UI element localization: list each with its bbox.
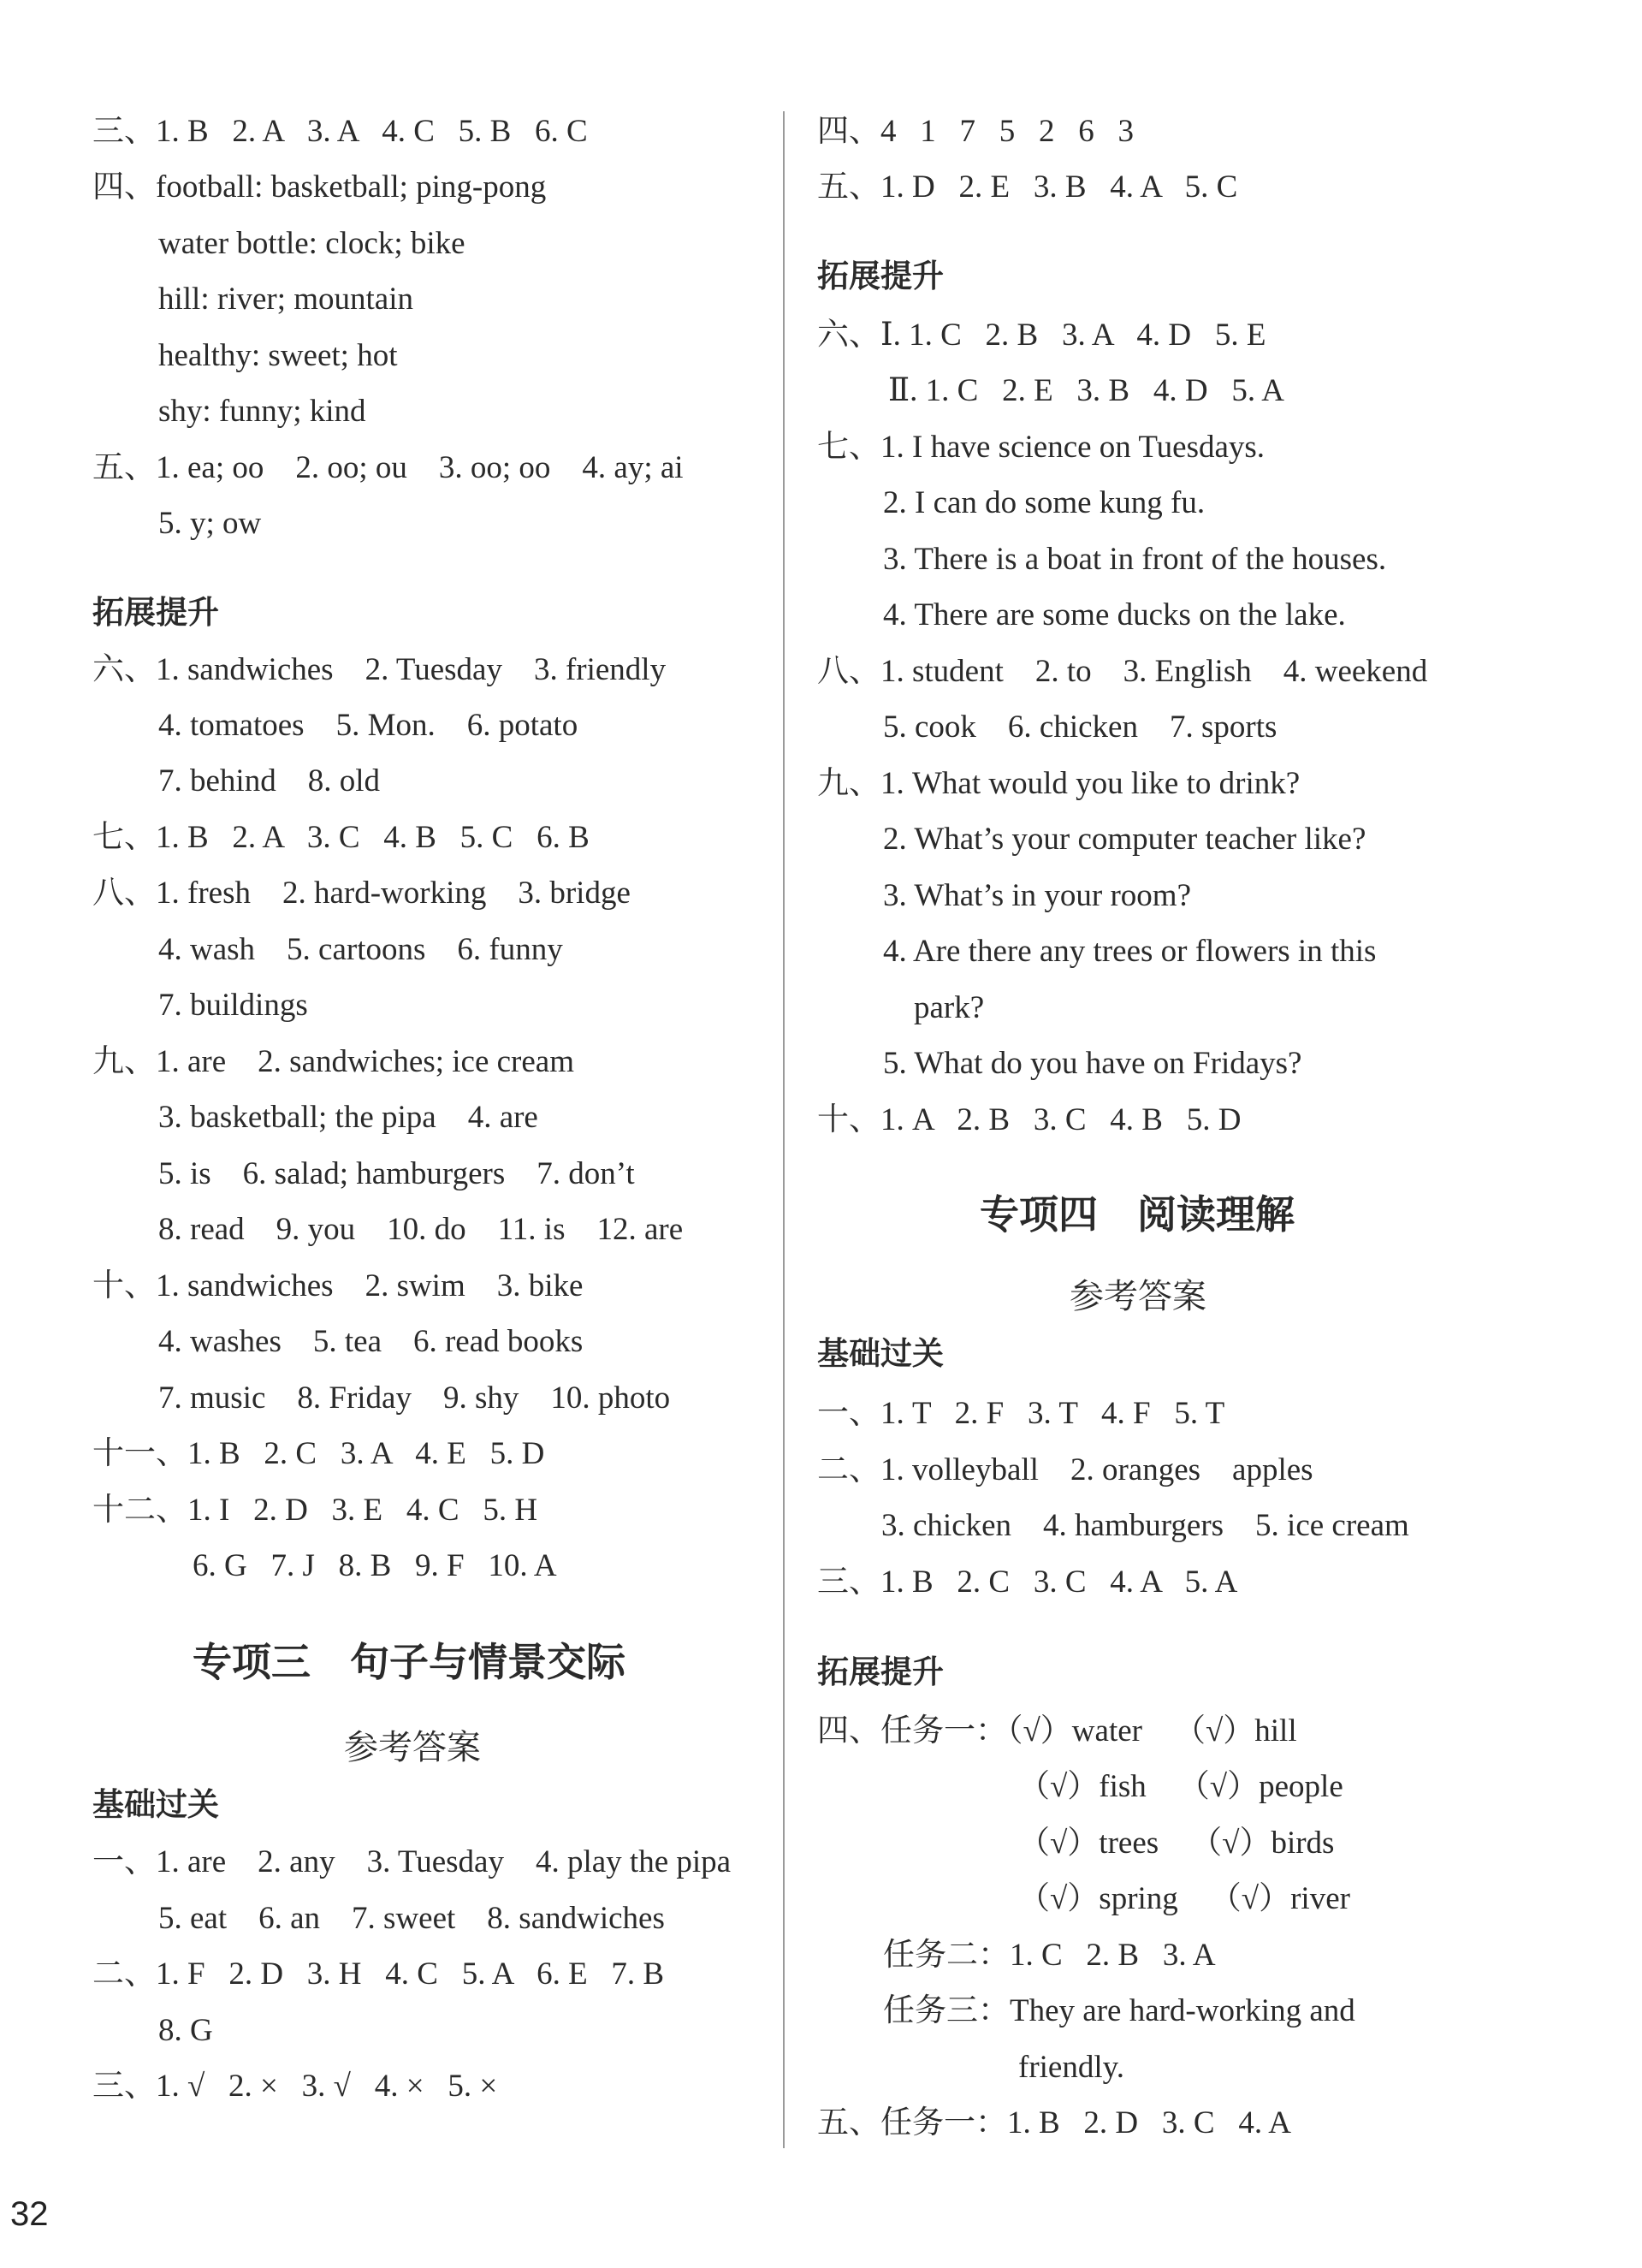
answer-line: hill: river; mountain: [158, 282, 414, 317]
answer-line: 2. What’s your computer teacher like?: [883, 822, 1366, 857]
answer-line: water bottle: clock; bike: [158, 226, 465, 261]
answer-line: 九、1. What would you like to drink?: [817, 766, 1301, 801]
answer-line: 三、1. B 2. A 3. A 4. C 5. B 6. C: [92, 114, 588, 149]
answer-line: 4. Are there any trees or flowers in this: [883, 934, 1377, 969]
answer-line: 一、1. are 2. any 3. Tuesday 4. play the pipa: [92, 1844, 732, 1879]
answer-line: 4. tomatoes 5. Mon. 6. potato: [158, 708, 578, 743]
answer-line: （√）trees （√）birds: [1018, 1826, 1335, 1861]
answer-line: 三、1. √ 2. × 3. √ 4. × 5. ×: [92, 2069, 498, 2104]
answer-line: 六、Ⅰ. 1. C 2. B 3. A 4. D 5. E: [817, 318, 1266, 353]
answer-line: 3. basketball; the pipa 4. are: [158, 1100, 538, 1135]
answer-line: 八、1. fresh 2. hard-working 3. bridge: [92, 876, 631, 911]
answer-line: 二、1. F 2. D 3. H 4. C 5. A 6. E 7. B: [92, 1956, 665, 1992]
answer-line: 7. behind 8. old: [158, 763, 380, 799]
answer-line: park?: [914, 990, 985, 1025]
answer-line: 3. chicken 4. hamburgers 5. ice cream: [881, 1508, 1409, 1543]
heading-basic: 基础过关: [92, 1788, 219, 1823]
answer-line: 3. There is a boat in front of the houses.: [883, 542, 1387, 577]
answer-line: 五、任务一：1. B 2. D 3. C 4. A: [817, 2105, 1292, 2140]
answer-line: （√）spring （√）river: [1018, 1881, 1350, 1916]
answer-line: 四、4 1 7 5 2 6 3: [817, 114, 1134, 149]
answer-line: 二、1. volleyball 2. oranges apples: [817, 1452, 1313, 1487]
answer-line: 5. eat 6. an 7. sweet 8. sandwiches: [158, 1901, 665, 1936]
answer-line: shy: funny; kind: [158, 394, 366, 429]
answer-line: 十一、1. B 2. C 3. A 4. E 5. D: [92, 1436, 545, 1471]
answer-line: （√）fish （√）people: [1018, 1769, 1343, 1804]
heading-extension: 拓展提升: [817, 1655, 944, 1690]
answer-line: 3. What’s in your room?: [883, 878, 1192, 913]
heading-basic: 基础过关: [817, 1337, 944, 1372]
answer-line: 4. wash 5. cartoons 6. funny: [158, 932, 563, 967]
section-subtitle: 参考答案: [1070, 1277, 1206, 1315]
heading-extension: 拓展提升: [817, 259, 944, 294]
answer-line: 四、任务一：（√）water （√）hill: [817, 1713, 1297, 1748]
answer-line: 任务二：1. C 2. B 3. A: [883, 1938, 1216, 1973]
answer-line: 5. What do you have on Fridays?: [883, 1046, 1302, 1081]
answer-line: 4. washes 5. tea 6. read books: [158, 1324, 584, 1359]
answer-line: 六、1. sandwiches 2. Tuesday 3. friendly: [92, 652, 667, 687]
answer-line: 五、1. D 2. E 3. B 4. A 5. C: [817, 169, 1238, 205]
answer-line: 七、1. I have science on Tuesdays.: [817, 430, 1266, 465]
answer-line: 九、1. are 2. sandwiches; ice cream: [92, 1044, 575, 1079]
page-number: 32: [10, 2195, 49, 2233]
answer-line: 5. cook 6. chicken 7. sports: [883, 709, 1277, 745]
answer-line: 5. is 6. salad; hamburgers 7. don’t: [158, 1156, 635, 1191]
answer-line: 八、1. student 2. to 3. English 4. weekend: [817, 654, 1428, 689]
answer-line: 一、1. T 2. F 3. T 4. F 5. T: [817, 1396, 1225, 1431]
answer-line: 任务三：They are hard-working and: [883, 1993, 1355, 2028]
answer-line: 十、1. A 2. B 3. C 4. B 5. D: [817, 1102, 1242, 1137]
answer-line: 十二、1. I 2. D 3. E 4. C 5. H: [92, 1493, 538, 1528]
answer-line: 7. music 8. Friday 9. shy 10. photo: [158, 1380, 671, 1416]
answer-line: friendly.: [1018, 2050, 1124, 2085]
answer-line: 7. buildings: [158, 988, 308, 1023]
answer-line: 8. read 9. you 10. do 11. is 12. are: [158, 1212, 684, 1247]
section-title: 专项三 句子与情景交际: [193, 1641, 625, 1684]
section-title: 专项四 阅读理解: [980, 1193, 1295, 1237]
heading-extension: 拓展提升: [92, 596, 219, 631]
column-divider: [783, 111, 785, 2148]
answer-line: 2. I can do some kung fu.: [883, 485, 1206, 520]
answer-line: 三、1. B 2. C 3. C 4. A 5. A: [817, 1564, 1238, 1600]
answer-line: 8. G: [158, 2013, 213, 2048]
answer-line: 4. There are some ducks on the lake.: [883, 597, 1346, 632]
answer-line: 6. G 7. J 8. B 9. F 10. A: [193, 1548, 557, 1583]
answer-line: 五、1. ea; oo 2. oo; ou 3. oo; oo 4. ay; ai: [92, 450, 684, 485]
answer-line: 5. y; ow: [158, 506, 262, 541]
answer-line: Ⅱ. 1. C 2. E 3. B 4. D 5. A: [888, 373, 1285, 408]
answer-line: 四、football: basketball; ping-pong: [92, 169, 547, 205]
answer-line: 十、1. sandwiches 2. swim 3. bike: [92, 1268, 584, 1303]
answer-line: healthy: sweet; hot: [158, 338, 398, 373]
answer-line: 七、1. B 2. A 3. C 4. B 5. C 6. B: [92, 820, 590, 855]
section-subtitle: 参考答案: [344, 1728, 481, 1766]
